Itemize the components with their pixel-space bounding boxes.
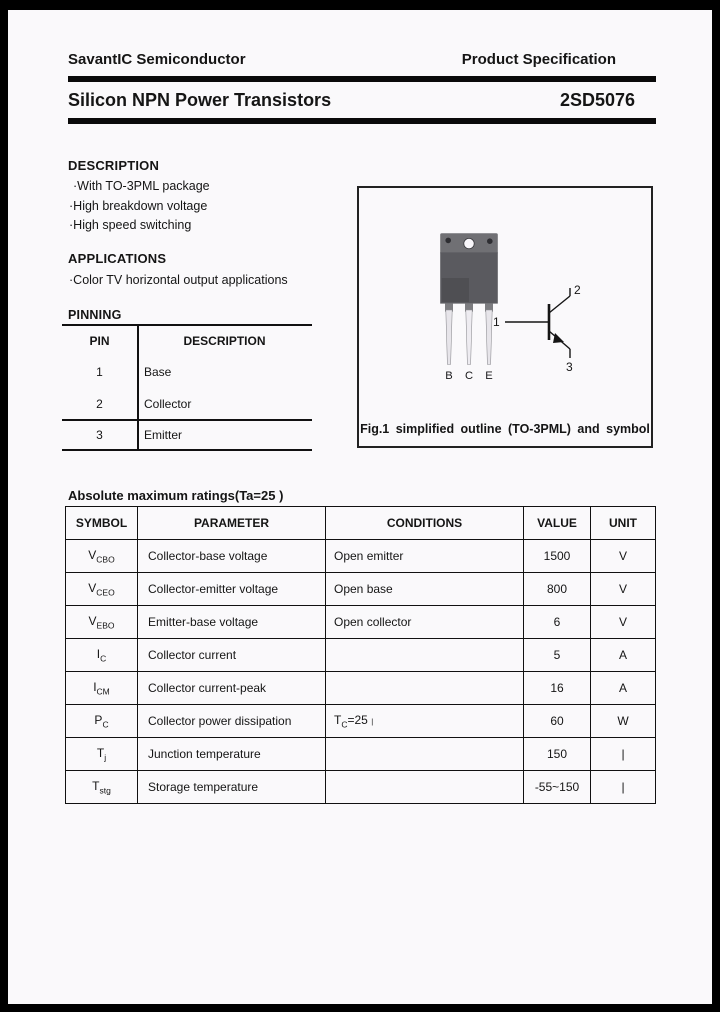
conditions-cell [326, 738, 524, 771]
part-number: 2SD5076 [559, 90, 635, 110]
unit-cell: V [591, 573, 656, 606]
parameter-cell: Storage temperature [138, 771, 326, 804]
table-row [66, 573, 656, 606]
product-family-title: Silicon NPN Power Transistors [68, 90, 332, 110]
pinning-table [62, 324, 312, 451]
page-header [68, 51, 656, 68]
list-item: ·Color TV horizontal output applications [69, 273, 288, 287]
unit-cell: V [591, 606, 656, 639]
list-item: ·High breakdown voltage [69, 198, 208, 213]
table-row [62, 388, 312, 421]
pin-description: Collector [144, 396, 192, 411]
table-row [66, 705, 656, 738]
datasheet-page [8, 10, 712, 1004]
symbol-cell: $I_{CM}$ [66, 672, 138, 705]
conditions-cell [326, 771, 524, 804]
unit-cell: W [591, 705, 656, 738]
column-header-conditions: CONDITIONS [326, 507, 524, 540]
table-row [66, 738, 656, 771]
conditions-cell [326, 672, 524, 705]
list-item: ·High speed switching [69, 218, 192, 232]
value-cell: 5 [524, 639, 591, 672]
unit-cell: | [591, 738, 656, 771]
conditions-cell: Open collector [326, 606, 524, 639]
value-cell: 150 [524, 738, 591, 771]
pin-number: 2 [96, 396, 103, 411]
pinning-heading: PINNING [68, 308, 122, 322]
unit-cell: V [591, 540, 656, 573]
lead-label-c: C [464, 369, 474, 382]
pin-column-header: PIN [89, 334, 110, 348]
header-rule-bottom [68, 118, 656, 124]
table-row [66, 540, 656, 573]
value-cell: 1500 [524, 540, 591, 573]
parameter-cell: Collector power dissipation [138, 705, 326, 738]
table-row [66, 771, 656, 804]
column-header-parameter: PARAMETER [138, 507, 326, 540]
degree-glyph: | [371, 716, 374, 726]
column-header-value: VALUE [524, 507, 591, 540]
applications-list [69, 271, 288, 291]
symbol-cell: $V_{CBO}$ [66, 540, 138, 573]
ratings-table [65, 506, 656, 804]
pin-number: 3 [96, 428, 103, 442]
conditions-cell [326, 639, 524, 672]
parameter-cell: Collector current-peak [138, 672, 326, 705]
lead-label-e: E [485, 369, 493, 382]
parameter-cell: Emitter-base voltage [138, 606, 326, 639]
unit-cell: A [591, 639, 656, 672]
parameter-cell: Collector current [138, 639, 326, 672]
parameter-cell: Junction temperature [138, 738, 326, 771]
lead-label-b: B [445, 369, 453, 382]
table-row [62, 356, 312, 388]
description-heading: DESCRIPTION [68, 158, 160, 173]
header-rule-top [68, 76, 656, 82]
table-row [66, 606, 656, 639]
table-row [62, 421, 312, 451]
npn-symbol-drawing [492, 282, 602, 377]
table-header-row [66, 507, 656, 540]
table-row [66, 672, 656, 705]
symbol-pin-base: 1 [493, 315, 500, 329]
symbol-cell: $I_C$ [66, 639, 138, 672]
applications-heading: APPLICATIONS [68, 251, 167, 266]
symbol-pin-collector: 2 [574, 283, 581, 297]
conditions-cell: Open base [326, 573, 524, 606]
conditions-cell: Open emitter [326, 540, 524, 573]
conditions-cell: $T_C=25$ | [326, 705, 524, 738]
pin-number: 1 [96, 365, 103, 379]
symbol-cell: $T_{stg}$ [66, 771, 138, 804]
figure-box [357, 186, 653, 448]
pin-description: Base [144, 365, 172, 379]
title-row [68, 90, 656, 111]
column-header-symbol: SYMBOL [66, 507, 138, 540]
unit-cell: | [591, 771, 656, 804]
brand-name: SavantIC Semiconductor [68, 51, 246, 68]
description-list [69, 177, 210, 236]
value-cell: 6 [524, 606, 591, 639]
value-cell: 60 [524, 705, 591, 738]
description-column-header: DESCRIPTION [183, 334, 266, 348]
pin-description: Emitter [144, 428, 183, 442]
symbol-pin-emitter: 3 [566, 360, 573, 374]
unit-cell: A [591, 672, 656, 705]
symbol-cell: $T_j$ [66, 738, 138, 771]
column-header-unit: UNIT [591, 507, 656, 540]
value-cell: 16 [524, 672, 591, 705]
symbol-cell: $V_{CEO}$ [66, 573, 138, 606]
value-cell: -55~150 [524, 771, 591, 804]
parameter-cell: Collector-base voltage [138, 540, 326, 573]
symbol-cell: $P_C$ [66, 705, 138, 738]
pinning-column-divider [137, 326, 139, 451]
spec-label: Product Specification [461, 51, 616, 68]
table-row [66, 639, 656, 672]
list-item: ·With TO-3PML package [73, 179, 210, 193]
table-header-row [62, 326, 312, 356]
parameter-cell: Collector-emitter voltage [138, 573, 326, 606]
ratings-title: Absolute maximum ratings(Ta=25 ) [68, 488, 284, 503]
symbol-cell: $V_{EBO}$ [66, 606, 138, 639]
figure-caption: Fig.1 simplified outline (TO-3PML) and symbol [360, 422, 650, 436]
value-cell: 800 [524, 573, 591, 606]
